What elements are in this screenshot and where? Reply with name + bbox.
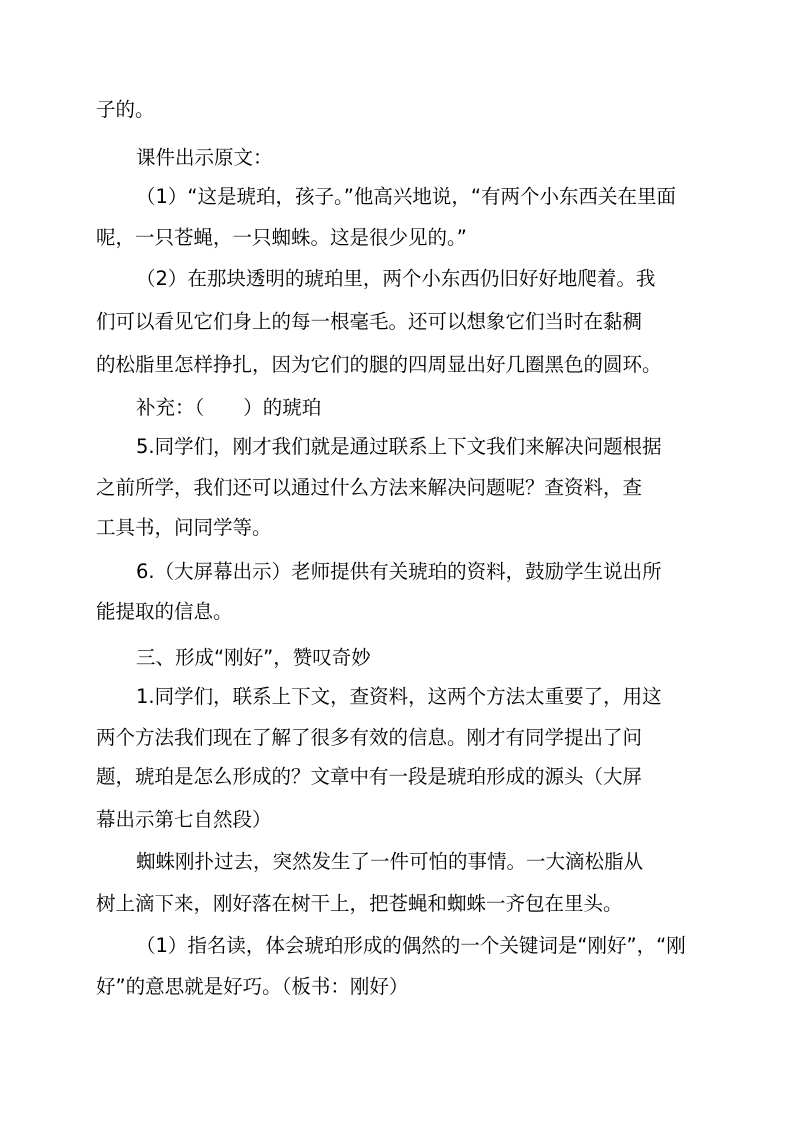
text-line-8: 补充：（ ）的琥珀 <box>136 396 322 419</box>
text-line-2: 课件出示原文： <box>136 146 273 169</box>
text-line-12: 6.（大屏幕出示）老师提供有关琥珀的资料，鼓励学生说出所 <box>136 560 662 583</box>
section-heading: 三、形成“刚好”，赞叹奇妙 <box>136 646 371 669</box>
text-line-3: （1）“这是琥珀，孩子。”他高兴地说，“有两个小东西关在里面 <box>136 185 676 208</box>
text-line-6: 们可以看见它们身上的每一根毫毛。还可以想象它们当时在黏稠 <box>96 310 643 333</box>
text-line-10: 之前所学，我们还可以通过什么方法来解决问题呢？查资料，查 <box>96 476 643 499</box>
text-line-1: 子的。 <box>96 98 155 121</box>
text-line-7: 的松脂里怎样挣扎，因为它们的腿的四周显出好几圈黑色的圆环。 <box>96 353 662 376</box>
text-line-22: 好”的意思就是好巧。（板书：刚好） <box>96 975 409 998</box>
text-line-11: 工具书，问同学等。 <box>96 516 272 539</box>
text-line-17: 题，琥珀是怎么形成的？文章中有一段是琥珀形成的源头（大屏 <box>96 765 643 788</box>
text-line-4: 呢，一只苍蝇，一只蜘蛛。这是很少见的。” <box>96 226 467 249</box>
text-line-21: （1）指名读，体会琥珀形成的偶然的一个关键词是“刚好”，“刚 <box>136 934 686 957</box>
text-line-18: 幕出示第七自然段） <box>96 808 272 831</box>
text-line-19: 蜘蛛刚扑过去，突然发生了一件可怕的事情。一大滴松脂从 <box>136 850 644 873</box>
text-line-5: （2）在那块透明的琥珀里，两个小东西仍旧好好地爬着。我 <box>136 267 656 290</box>
text-line-9: 5.同学们，刚才我们就是通过联系上下文我们来解决问题根据 <box>136 435 662 458</box>
text-line-16: 两个方法我们现在了解了很多有效的信息。刚才有同学提出了问 <box>96 726 643 749</box>
text-line-20: 树上滴下来，刚好落在树干上，把苍蝇和蜘蛛一齐包在里头。 <box>96 892 623 915</box>
text-line-13: 能提取的信息。 <box>96 600 233 623</box>
text-line-15: 1.同学们，联系上下文，查资料，这两个方法太重要了，用这 <box>136 685 662 708</box>
